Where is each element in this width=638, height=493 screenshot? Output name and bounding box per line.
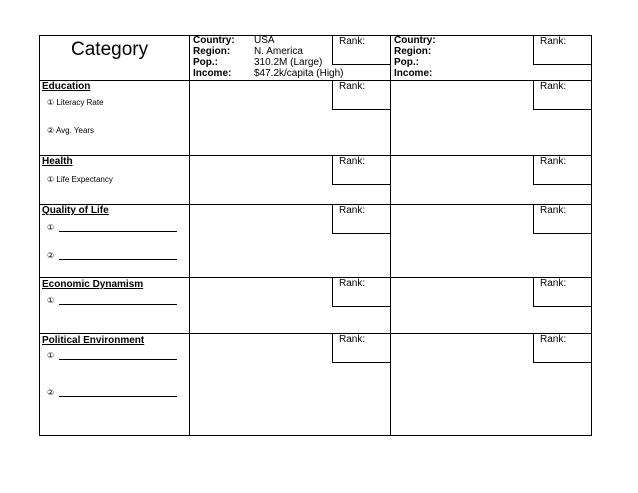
rank-label: Rank: bbox=[540, 205, 567, 216]
country1-region-label: Region: bbox=[193, 46, 231, 57]
country2-rank-box[interactable] bbox=[533, 155, 592, 185]
fill-in-blank[interactable] bbox=[59, 396, 177, 397]
row-title: Economic Dynamism bbox=[42, 279, 144, 290]
country2-country-label: Country: bbox=[394, 35, 436, 46]
rank-label: Rank: bbox=[339, 156, 366, 167]
row-item: ① bbox=[47, 223, 55, 232]
country1-income-value: $47.2k/capita (High) bbox=[254, 68, 344, 79]
country1-rank-box[interactable] bbox=[332, 80, 391, 110]
country2-income-label: Income: bbox=[394, 68, 433, 79]
country2-header-rank-box[interactable] bbox=[533, 35, 592, 65]
country2-rank-box[interactable] bbox=[533, 277, 592, 307]
row-item: ① bbox=[47, 296, 55, 305]
country1-rank-box[interactable] bbox=[332, 333, 391, 363]
country2-rank-box[interactable] bbox=[533, 80, 592, 110]
country2-region-label: Region: bbox=[394, 46, 432, 57]
country2-pop-label: Pop.: bbox=[394, 57, 419, 68]
country2-rank-box[interactable] bbox=[533, 204, 592, 234]
fill-in-blank[interactable] bbox=[59, 359, 177, 360]
rank-label: Rank: bbox=[540, 36, 567, 47]
country1-rank-box[interactable] bbox=[332, 277, 391, 307]
fill-in-blank[interactable] bbox=[59, 304, 177, 305]
rank-label: Rank: bbox=[339, 278, 366, 289]
row-item: ① Literacy Rate bbox=[47, 98, 104, 107]
rank-label: Rank: bbox=[540, 334, 567, 345]
row-title: Quality of Life bbox=[42, 205, 109, 216]
row-title: Political Environment bbox=[42, 335, 145, 346]
rank-label: Rank: bbox=[540, 156, 567, 167]
rank-label: Rank: bbox=[339, 334, 366, 345]
row-title: Health bbox=[42, 156, 73, 167]
country1-rank-box[interactable] bbox=[332, 204, 391, 234]
country1-rank-box[interactable] bbox=[332, 155, 391, 185]
row-item: ② bbox=[47, 251, 55, 260]
country1-country-value: USA bbox=[254, 35, 275, 46]
fill-in-blank[interactable] bbox=[59, 231, 177, 232]
country2-rank-box[interactable] bbox=[533, 333, 592, 363]
row-item: ① bbox=[47, 351, 55, 360]
row-title: Education bbox=[42, 81, 91, 92]
fill-in-blank[interactable] bbox=[59, 259, 177, 260]
rank-label: Rank: bbox=[540, 278, 567, 289]
country1-pop-label: Pop.: bbox=[193, 57, 218, 68]
row-item: ① Life Expectancy bbox=[47, 175, 113, 184]
row-item: ② bbox=[47, 388, 55, 397]
country1-country-label: Country: bbox=[193, 35, 235, 46]
country1-income-label: Income: bbox=[193, 68, 232, 79]
rank-label: Rank: bbox=[339, 81, 366, 92]
row-item: ② Avg. Years bbox=[47, 126, 95, 135]
rank-label: Rank: bbox=[540, 81, 567, 92]
category-heading: Category bbox=[71, 39, 149, 60]
country1-header-rank-box[interactable] bbox=[332, 35, 391, 65]
rank-label: Rank: bbox=[339, 36, 366, 47]
country1-region-value: N. America bbox=[254, 46, 303, 57]
country1-pop-value: 310.2M (Large) bbox=[254, 57, 323, 68]
rank-label: Rank: bbox=[339, 205, 366, 216]
